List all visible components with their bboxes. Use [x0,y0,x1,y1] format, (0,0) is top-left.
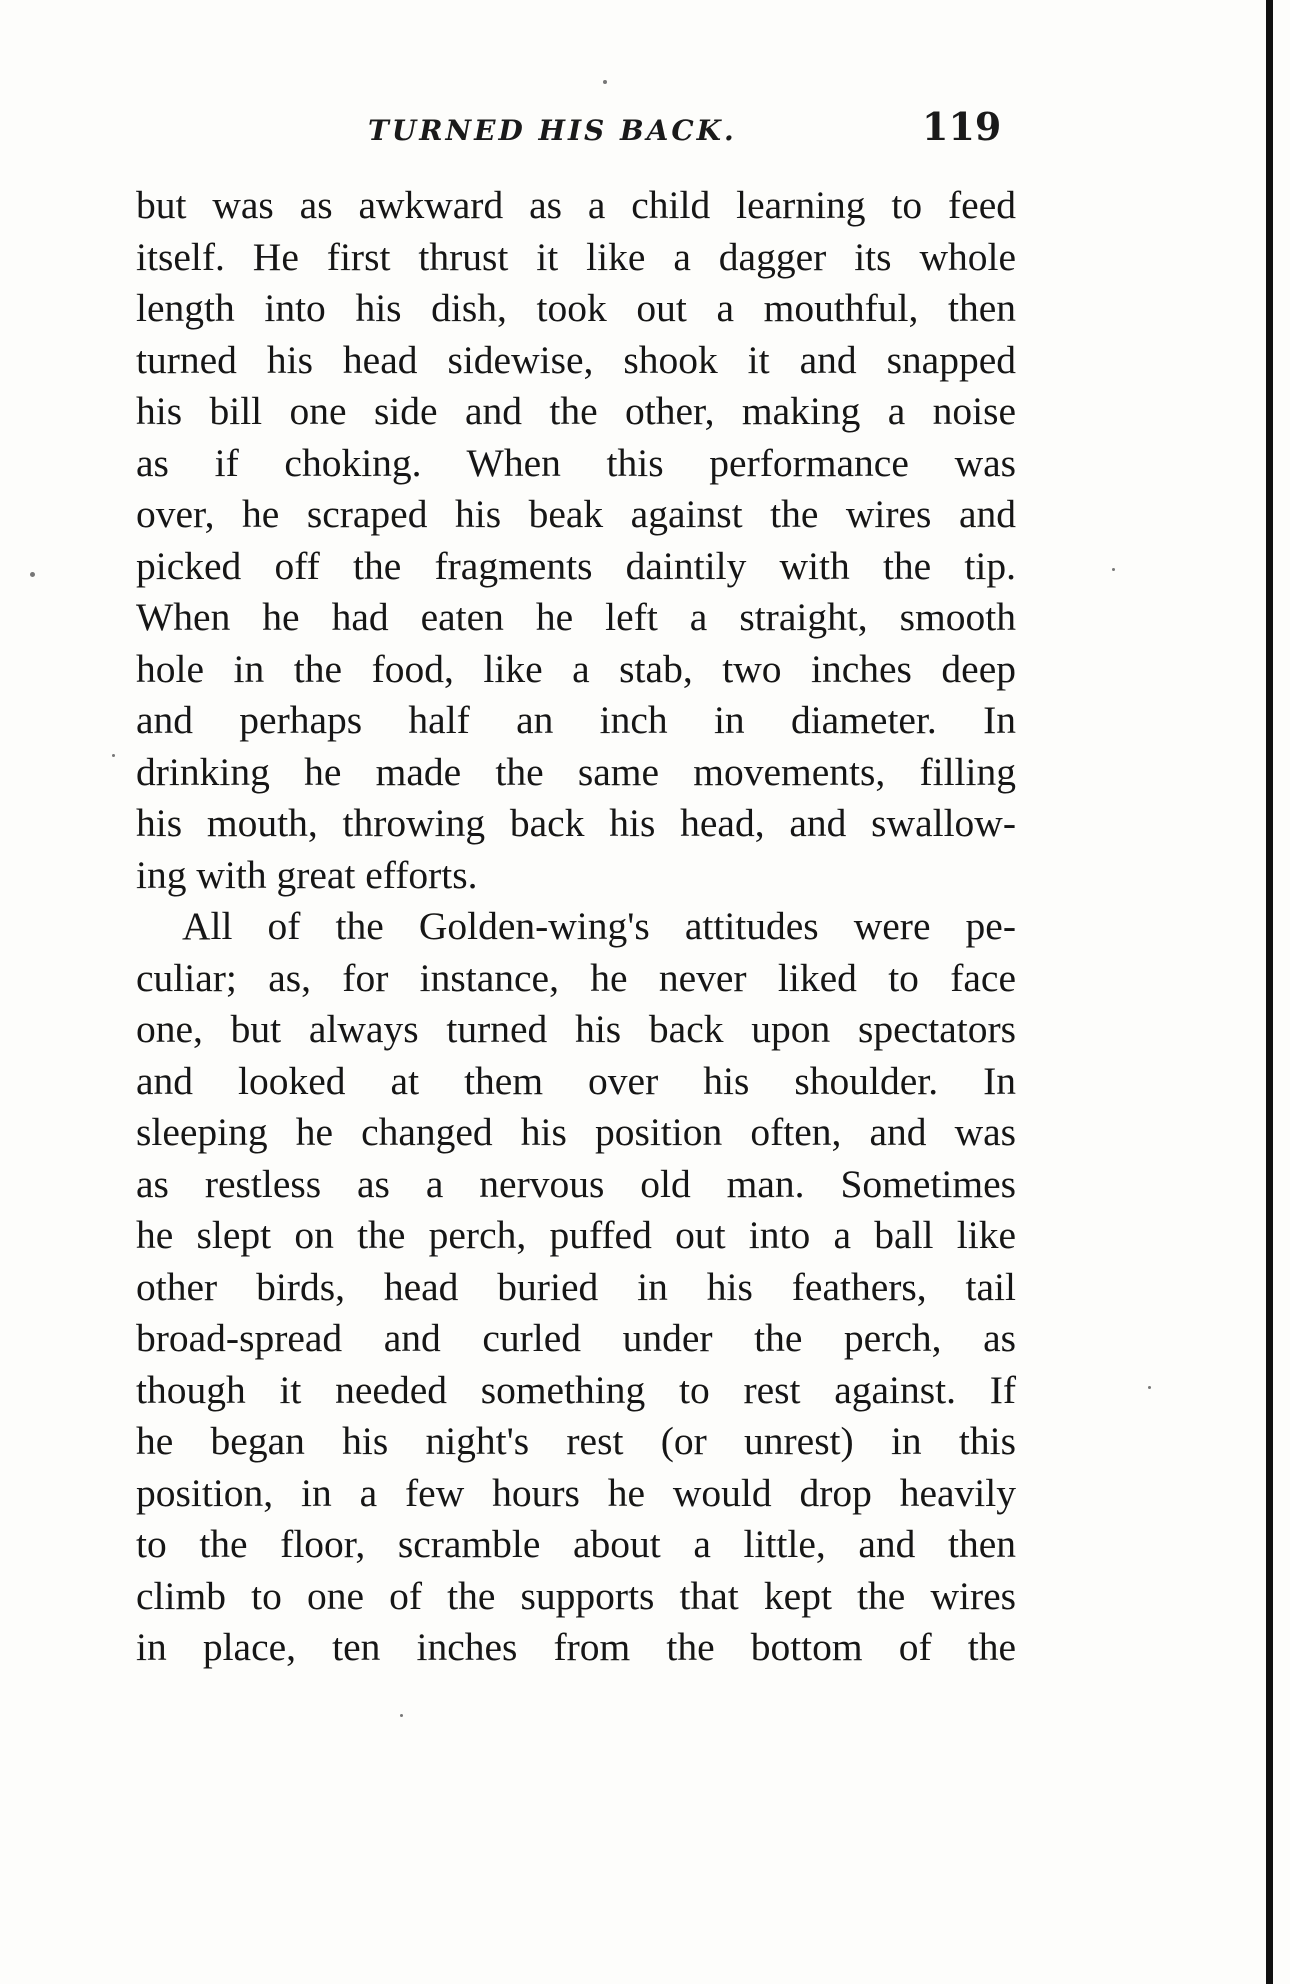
text-line: turned his head sidewise, shook it and snapped [136,337,1016,382]
text-line: and perhaps half an inch in diameter. In [136,698,1016,742]
text-line: sleeping he changed his position often, and was [136,1110,1016,1154]
text-line: All of the Golden-wing's attitudes were pe- [182,904,1016,948]
text-line: in place, ten inches from the bottom of the [136,1625,1016,1669]
page-number: 119 [922,104,1002,149]
print-speck [1148,1386,1151,1389]
text-line: climb to one of the supports that kept the wires [136,1573,1016,1618]
text-line: to the floor, scramble about a little, and then [136,1522,1016,1566]
text-line: he slept on the perch, puffed out into a ball like [136,1213,1016,1257]
text-line: his mouth, throwing back his head, and swallow- [136,801,1016,845]
text-line: one, but always turned his back upon spectators [136,1007,1016,1051]
text-line: his bill one side and the other, making a noise [136,389,1016,433]
print-speck [30,572,35,577]
text-line: ing with great efforts. [136,852,478,897]
text-line: but was as awkward as a child learning to feed [136,183,1016,227]
text-line: position, in a few hours he would drop heavily [136,1470,1016,1515]
text-line: itself. He first thrust it like a dagger its whole [136,234,1016,279]
text-line: as restless as a nervous old man. Sometimes [136,1161,1016,1206]
text-line: he began his night's rest (or unrest) in this [136,1419,1016,1463]
running-head: TURNED HIS BACK. [368,114,737,147]
text-line: as if choking. When this performance was [136,440,1016,485]
text-line: length into his dish, took out a mouthful, then [136,286,1016,330]
text-line: hole in the food, like a stab, two inches deep [136,646,1016,691]
text-line: and looked at them over his shoulder. In [136,1058,1016,1103]
text-line: picked off the fragments daintily with the tip. [136,543,1016,588]
text-line: broad-spread and curled under the perch, as [136,1316,1016,1360]
print-speck [603,80,607,84]
text-line: drinking he made the same movements, filling [136,749,1016,794]
text-line: When he had eaten he left a straight, smooth [136,595,1016,639]
print-speck [1112,568,1115,571]
print-speck [400,1714,403,1717]
print-speck [112,754,115,757]
text-line: other birds, head buried in his feathers, tail [136,1264,1016,1309]
text-line: culiar; as, for instance, he never liked to face [136,955,1016,1000]
page-edge-shadow [1266,0,1273,1984]
text-line: over, he scraped his beak against the wires and [136,492,1016,536]
body-text [136,180,1016,1674]
text-line: though it needed something to rest against. If [136,1367,1016,1412]
